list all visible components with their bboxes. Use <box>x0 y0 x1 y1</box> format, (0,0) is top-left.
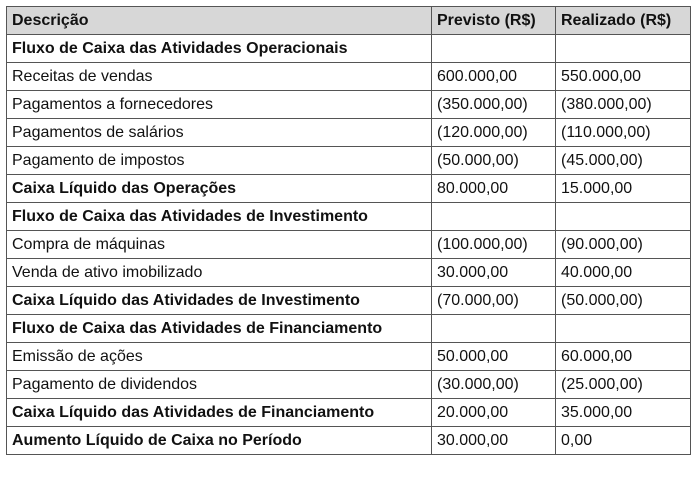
row-previsto-cell <box>432 315 556 343</box>
header-previsto: Previsto (R$) <box>432 7 556 35</box>
row-realizado-cell: 40.000,00 <box>556 259 691 287</box>
total-row <box>7 175 691 203</box>
row-previsto-cell: (120.000,00) <box>432 119 556 147</box>
row-previsto-cell: (30.000,00) <box>432 371 556 399</box>
row-previsto-cell: 600.000,00 <box>432 63 556 91</box>
row-realizado-cell: (50.000,00) <box>556 287 691 315</box>
total-row <box>7 287 691 315</box>
row-previsto-cell: 20.000,00 <box>432 399 556 427</box>
total-row <box>7 399 691 427</box>
row-label-cell: Pagamento de impostos <box>7 147 432 175</box>
row-previsto-cell: (70.000,00) <box>432 287 556 315</box>
row-previsto-cell <box>432 35 556 63</box>
row-previsto-cell: 50.000,00 <box>432 343 556 371</box>
table-header-row <box>7 7 691 35</box>
row-label-cell: Emissão de ações <box>7 343 432 371</box>
table-row <box>7 231 691 259</box>
row-previsto-cell: (50.000,00) <box>432 147 556 175</box>
row-realizado-cell: 0,00 <box>556 427 691 455</box>
row-label-cell: Fluxo de Caixa das Atividades de Financiamento <box>7 315 432 343</box>
row-previsto-cell: 30.000,00 <box>432 427 556 455</box>
row-realizado-cell: (380.000,00) <box>556 91 691 119</box>
row-realizado-cell: 550.000,00 <box>556 63 691 91</box>
row-label-cell: Compra de máquinas <box>7 231 432 259</box>
row-label-cell: Receitas de vendas <box>7 63 432 91</box>
row-label-cell: Caixa Líquido das Operações <box>7 175 432 203</box>
row-label-cell: Pagamentos de salários <box>7 119 432 147</box>
row-realizado-cell: (25.000,00) <box>556 371 691 399</box>
table-row <box>7 119 691 147</box>
row-realizado-cell: 15.000,00 <box>556 175 691 203</box>
total-row <box>7 427 691 455</box>
row-label-cell: Caixa Líquido das Atividades de Financiamento <box>7 399 432 427</box>
cash-flow-table-container <box>6 6 691 455</box>
section-row <box>7 315 691 343</box>
row-label-cell: Pagamento de dividendos <box>7 371 432 399</box>
row-label-cell: Fluxo de Caixa das Atividades Operacionais <box>7 35 432 63</box>
row-label-cell: Pagamentos a fornecedores <box>7 91 432 119</box>
section-row <box>7 35 691 63</box>
row-previsto-cell: (350.000,00) <box>432 91 556 119</box>
row-realizado-cell <box>556 203 691 231</box>
header-realizado: Realizado (R$) <box>556 7 691 35</box>
row-realizado-cell: (90.000,00) <box>556 231 691 259</box>
row-previsto-cell: 80.000,00 <box>432 175 556 203</box>
row-label-cell: Aumento Líquido de Caixa no Período <box>7 427 432 455</box>
row-realizado-cell: 35.000,00 <box>556 399 691 427</box>
row-realizado-cell: 60.000,00 <box>556 343 691 371</box>
row-realizado-cell <box>556 315 691 343</box>
table-row <box>7 343 691 371</box>
section-row <box>7 203 691 231</box>
cash-flow-table <box>6 6 691 455</box>
row-realizado-cell <box>556 35 691 63</box>
row-label-cell: Caixa Líquido das Atividades de Investimento <box>7 287 432 315</box>
table-row <box>7 259 691 287</box>
table-row <box>7 63 691 91</box>
row-previsto-cell: (100.000,00) <box>432 231 556 259</box>
row-realizado-cell: (45.000,00) <box>556 147 691 175</box>
header-descricao: Descrição <box>7 7 432 35</box>
table-row <box>7 147 691 175</box>
row-label-cell: Venda de ativo imobilizado <box>7 259 432 287</box>
row-label-cell: Fluxo de Caixa das Atividades de Investimento <box>7 203 432 231</box>
table-row <box>7 91 691 119</box>
row-previsto-cell: 30.000,00 <box>432 259 556 287</box>
row-previsto-cell <box>432 203 556 231</box>
table-row <box>7 371 691 399</box>
table-body <box>7 35 691 455</box>
row-realizado-cell: (110.000,00) <box>556 119 691 147</box>
